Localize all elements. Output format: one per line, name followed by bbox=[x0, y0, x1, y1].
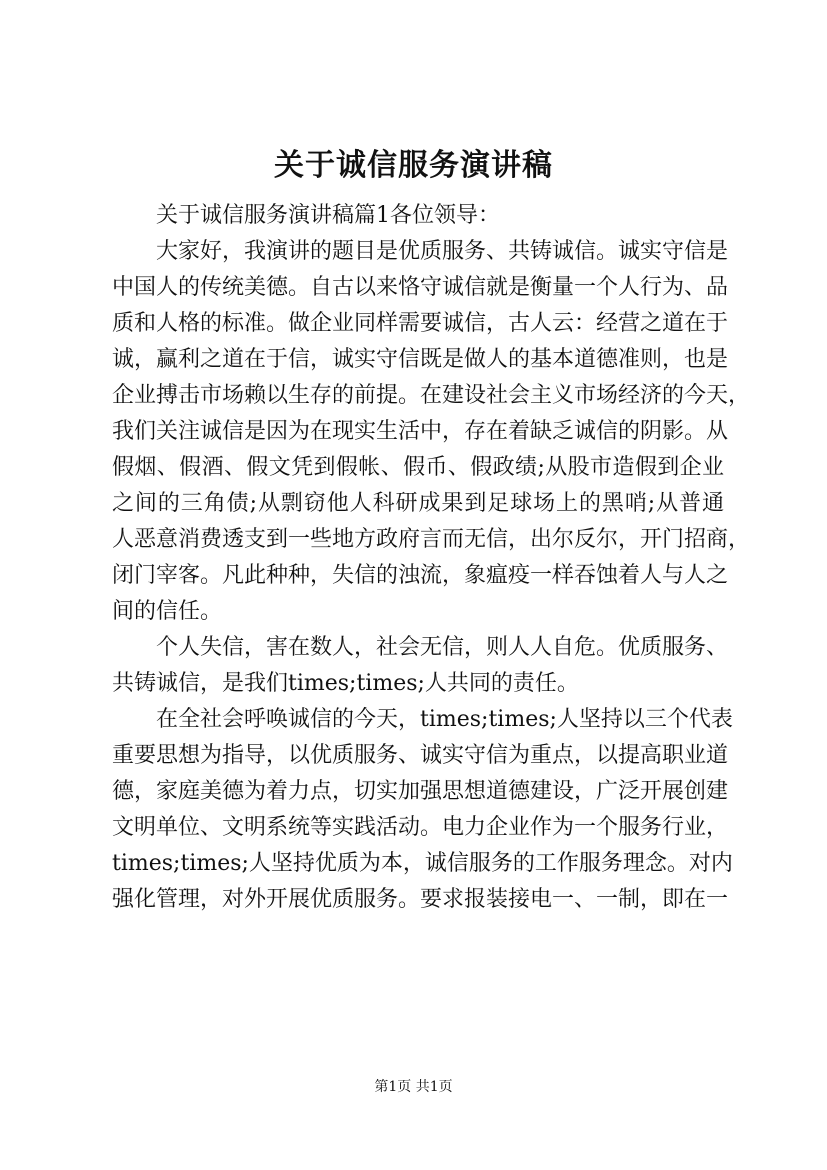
paragraph-line: 个人失信，害在数人，社会无信，则人人自危。优质服务、 bbox=[156, 635, 729, 660]
paragraph-line: 共铸诚信，是我们times;times;人共同的责任。 bbox=[112, 671, 579, 696]
paragraph-line: 强化管理，对外开展优质服务。要求报装接电一、一制，即在一 bbox=[112, 887, 729, 912]
paragraph-line: 在全社会呼唤诚信的今天，times;times;人坚持以三个代表 bbox=[156, 707, 733, 732]
paragraph-line: 质和人格的标准。做企业同样需要诚信，古人云：经营之道在于 bbox=[112, 311, 729, 336]
paragraph-line: 我们关注诚信是因为在现实生活中，存在着缺乏诚信的阴影。从 bbox=[112, 419, 729, 444]
paragraph-line: times;times;人坚持优质为本，诚信服务的工作服务理念。对内 bbox=[112, 851, 733, 876]
page-number-footer: 第1页 共1页 bbox=[374, 1079, 453, 1095]
paragraph-line: 德，家庭美德为着力点，切实加强思想道德建设，广泛开展创建 bbox=[112, 779, 729, 804]
paragraph-line: 闭门宰客。凡此种种，失信的浊流，象瘟疫一样吞蚀着人与人之 bbox=[112, 563, 729, 588]
document-body bbox=[112, 198, 751, 918]
paragraph-line: 间的信任。 bbox=[112, 599, 223, 624]
paragraph-line: 假烟、假酒、假文凭到假帐、假币、假政绩;从股市造假到企业 bbox=[112, 455, 724, 480]
document-title: 关于诚信服务演讲稿 bbox=[274, 148, 553, 183]
paragraph-line: 关于诚信服务演讲稿篇1各位领导： bbox=[156, 203, 500, 228]
paragraph-line: 诚，赢利之道在于信，诚实守信既是做人的基本道德准则，也是 bbox=[112, 347, 729, 372]
paragraph-line: 重要思想为指导，以优质服务、诚实守信为重点，以提高职业道 bbox=[112, 743, 729, 768]
paragraph-line: 中国人的传统美德。自古以来恪守诚信就是衡量一个人行为、品 bbox=[112, 275, 729, 300]
paragraph-line: 文明单位、文明系统等实践活动。电力企业作为一个服务行业， bbox=[112, 815, 729, 840]
paragraph-line: 之间的三角债;从剽窃他人科研成果到足球场上的黑哨;从普通 bbox=[112, 491, 724, 516]
paragraph-line: 企业搏击市场赖以生存的前提。在建设社会主义市场经济的今天， bbox=[112, 383, 751, 408]
paragraph-line: 大家好，我演讲的题目是优质服务、共铸诚信。诚实守信是 bbox=[156, 239, 729, 264]
paragraph-line: 人恶意消费透支到一些地方政府言而无信，出尔反尔，开门招商， bbox=[112, 527, 751, 552]
